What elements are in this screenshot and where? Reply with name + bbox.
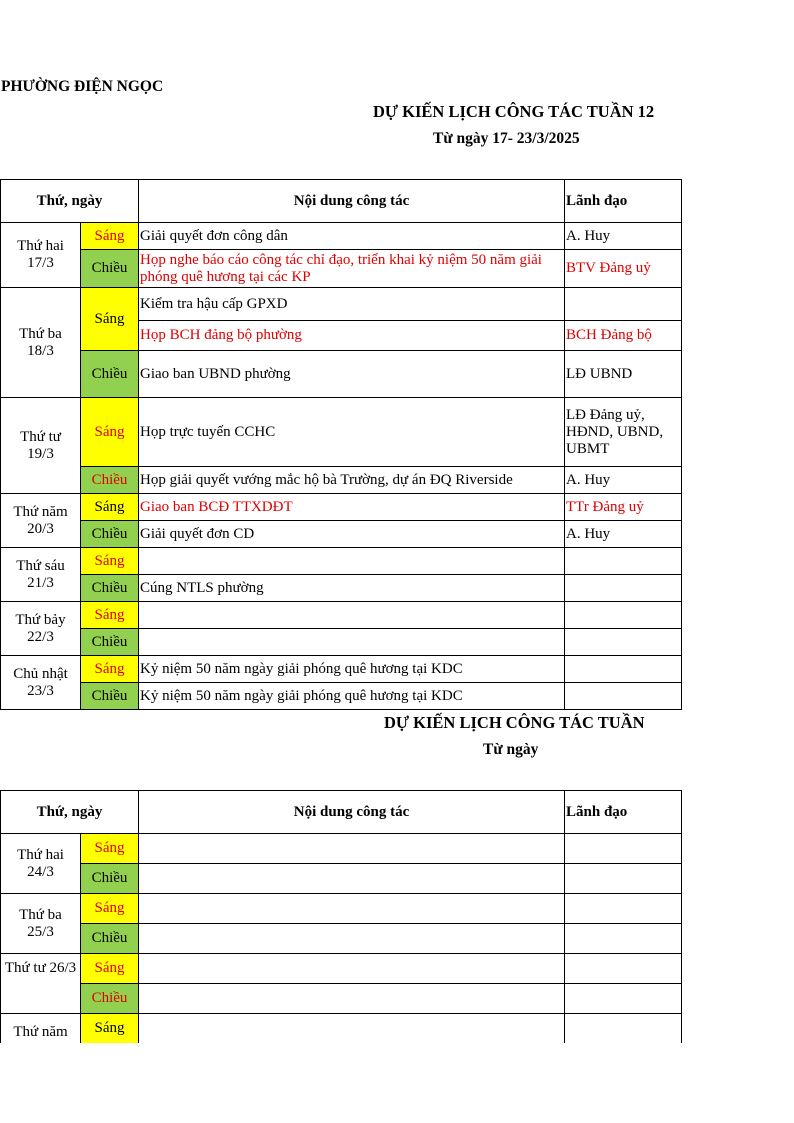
day-cell	[1, 834, 81, 894]
session-morning: Sáng	[81, 656, 139, 683]
table-row	[1, 398, 682, 467]
day-cell	[1, 602, 81, 656]
content-cell	[139, 894, 565, 924]
day-cell	[1, 656, 81, 710]
content-cell	[139, 864, 565, 894]
schedule-title: DỰ KIẾN LỊCH CÔNG TÁC TUẦN 12	[373, 102, 655, 121]
table-row	[1, 984, 682, 1014]
session-morning: Sáng	[81, 894, 139, 924]
content-cell	[139, 924, 565, 954]
day-cell	[1, 288, 81, 398]
day-cell: Thứ tư 26/3	[1, 954, 81, 1014]
table-row	[1, 575, 682, 602]
content-cell: Giải quyết đơn CD	[139, 521, 565, 548]
header-content: Nội dung công tác	[139, 180, 565, 223]
table-row	[1, 954, 682, 984]
session-morning: Sáng	[81, 398, 139, 467]
leader-cell	[565, 894, 682, 924]
day-date: 25/3	[27, 923, 54, 940]
leader-cell	[565, 602, 682, 629]
header-day: Thứ, ngày	[1, 180, 139, 223]
day-date: 23/3	[27, 682, 54, 699]
leader-cell	[565, 548, 682, 575]
table-row	[1, 351, 682, 398]
table-row	[1, 864, 682, 894]
day-date: 21/3	[27, 574, 54, 591]
day-date: 18/3	[27, 342, 54, 359]
content-cell	[139, 954, 565, 984]
table-row	[1, 223, 682, 250]
day-date: 17/3	[27, 255, 54, 271]
schedule-table-week-13	[0, 790, 682, 1043]
session-afternoon: Chiều	[81, 683, 139, 710]
session-afternoon: Chiều	[81, 924, 139, 954]
table-row	[1, 467, 682, 494]
day-date: 24/3	[27, 863, 54, 880]
day-cell	[1, 894, 81, 954]
session-morning: Sáng	[81, 288, 139, 351]
day-name: Thứ năm	[13, 503, 68, 520]
table-row	[1, 494, 682, 521]
table-row	[1, 834, 682, 864]
content-cell: Họp giải quyết vướng mắc hộ bà Trường, dự án ĐQ Riverside	[139, 467, 565, 494]
header-leader: Lãnh đạo	[565, 180, 682, 223]
day-name: Thứ ba	[19, 325, 62, 342]
leader-cell	[565, 683, 682, 710]
day-name: Thứ sáu	[16, 557, 65, 574]
leader-cell: BTV Đảng uỷ	[565, 250, 682, 288]
day-name: Chủ nhật	[13, 665, 68, 682]
leader-cell: TTr Đảng uỷ	[565, 494, 682, 521]
leader-cell	[565, 954, 682, 984]
header-day: Thứ, ngày	[1, 791, 139, 834]
session-morning: Sáng	[81, 223, 139, 250]
day-cell	[1, 548, 81, 602]
header-leader: Lãnh đạo	[565, 791, 682, 834]
content-cell: Cúng NTLS phường	[139, 575, 565, 602]
organization-name: PHƯỜNG ĐIỆN NGỌC	[1, 78, 164, 95]
table-header-row	[1, 180, 682, 223]
day-cell	[1, 494, 81, 548]
day-name: Thứ hai	[17, 238, 64, 254]
session-morning: Sáng	[81, 602, 139, 629]
leader-cell: LĐ UBND	[565, 351, 682, 398]
session-afternoon: Chiều	[81, 575, 139, 602]
day-date: 22/3	[27, 628, 54, 645]
schedule-table-week-12	[0, 179, 682, 710]
next-schedule-date-range: Từ ngày	[483, 741, 539, 758]
content-cell: Kỷ niệm 50 năm ngày giải phóng quê hương tại KDC	[139, 683, 565, 710]
content-cell	[139, 984, 565, 1014]
content-cell	[139, 834, 565, 864]
session-afternoon: Chiều	[81, 984, 139, 1014]
table-row	[1, 656, 682, 683]
header-content: Nội dung công tác	[139, 791, 565, 834]
leader-cell: A. Huy	[565, 521, 682, 548]
content-cell: Giải quyết đơn công dân	[139, 223, 565, 250]
table-row	[1, 683, 682, 710]
session-morning: Sáng	[81, 494, 139, 521]
table-row	[1, 629, 682, 656]
session-morning: Sáng	[81, 1014, 139, 1044]
day-cell: Thứ năm	[1, 1014, 81, 1044]
content-cell: Họp trực tuyến CCHC	[139, 398, 565, 467]
table-row	[1, 288, 682, 321]
content-cell: Kỷ niệm 50 năm ngày giải phóng quê hương tại KDC	[139, 656, 565, 683]
content-cell: Giao ban BCĐ TTXDĐT	[139, 494, 565, 521]
leader-cell: BCH Đảng bộ	[565, 321, 682, 351]
session-morning: Sáng	[81, 548, 139, 575]
table-row	[1, 521, 682, 548]
leader-cell: LĐ Đảng uỷ, HĐND, UBND, UBMT	[565, 398, 682, 467]
next-schedule-title: DỰ KIẾN LỊCH CÔNG TÁC TUẦN	[384, 713, 645, 732]
next-schedule-clip	[0, 790, 700, 1043]
table-row	[1, 250, 682, 288]
session-morning: Sáng	[81, 954, 139, 984]
day-name: Thứ hai	[17, 846, 64, 863]
session-afternoon: Chiều	[81, 521, 139, 548]
leader-cell	[565, 629, 682, 656]
content-cell: Họp nghe báo cáo công tác chỉ đạo, triển khai kỷ niệm 50 năm giải phóng quê hương tại các KP	[139, 250, 565, 288]
table-row	[1, 1014, 682, 1044]
table-row	[1, 602, 682, 629]
day-date: 19/3	[27, 445, 54, 462]
content-cell: Giao ban UBND phường	[139, 351, 565, 398]
table-row	[1, 894, 682, 924]
leader-cell	[565, 1014, 682, 1044]
leader-cell	[565, 656, 682, 683]
table-header-row	[1, 791, 682, 834]
leader-cell	[565, 575, 682, 602]
leader-cell	[565, 834, 682, 864]
session-afternoon: Chiều	[81, 467, 139, 494]
day-date: 20/3	[27, 520, 54, 537]
schedule-date-range: Từ ngày 17- 23/3/2025	[433, 130, 580, 147]
leader-cell	[565, 984, 682, 1014]
day-name: Thứ bảy	[15, 611, 66, 628]
session-afternoon: Chiều	[81, 351, 139, 398]
leader-cell	[565, 288, 682, 321]
session-afternoon: Chiều	[81, 250, 139, 288]
session-afternoon: Chiều	[81, 629, 139, 656]
content-cell	[139, 602, 565, 629]
content-cell	[139, 548, 565, 575]
leader-cell	[565, 864, 682, 894]
content-cell: Họp BCH đảng bộ phường	[139, 321, 565, 351]
day-name: Thứ tư	[20, 428, 61, 445]
content-cell: Kiểm tra hậu cấp GPXD	[139, 288, 565, 321]
table-row	[1, 924, 682, 954]
leader-cell: A. Huy	[565, 467, 682, 494]
leader-cell: A. Huy	[565, 223, 682, 250]
table-row	[1, 548, 682, 575]
session-morning: Sáng	[81, 834, 139, 864]
day-name: Thứ ba	[19, 906, 62, 923]
content-cell	[139, 629, 565, 656]
session-afternoon: Chiều	[81, 864, 139, 894]
leader-cell	[565, 924, 682, 954]
content-cell	[139, 1014, 565, 1044]
day-cell	[1, 398, 81, 494]
day-cell	[1, 223, 81, 288]
